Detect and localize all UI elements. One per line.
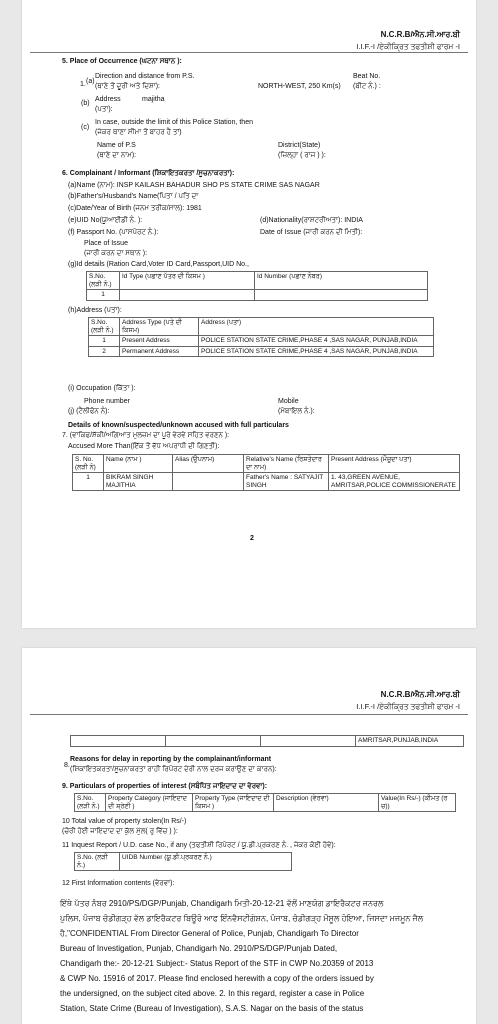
table-cell: 2 — [89, 346, 120, 357]
table-header-cell: Property Category (ਜਾਇਦਾਦ ਦੀ ਸ਼੍ਰੇਣੀ ) — [106, 794, 193, 812]
form-title: I.I.F.-I /ਏਕੀਕ੍ਰਿਤ ਤਫਤੀਸ਼ੀ ਫਾਰਮ -I — [356, 42, 460, 51]
form-title: I.I.F.-I /ਏਕੀਕ੍ਰਿਤ ਤਫਤੀਸ਼ੀ ਫਾਰਮ -I — [356, 702, 460, 711]
id-details-table — [86, 271, 428, 301]
table-row — [89, 346, 434, 357]
table-header-cell: Id Type (ਪਛਾਣ ਪੱਤਰ ਦੀ ਕਿਸਮ ) — [120, 272, 255, 290]
section-12-title: 12 First Information contents (ਵੇਰਵਾ): — [62, 880, 175, 887]
complainant-mobile-label-pa: (ਮੋਬਾਇਲ ਨੰ.): — [278, 408, 315, 415]
document-page-1 — [22, 0, 476, 628]
s5-beat-label-pa: (ਬੀਟ ਨੰ.) : — [353, 83, 381, 90]
header-rule — [30, 52, 468, 53]
s5-a-marker: (a) — [86, 78, 95, 85]
continued-address-table — [70, 735, 464, 747]
ncrb-header: N.C.R.B/ਐਨ.ਸੀ.ਆਰ.ਬੀ — [380, 30, 460, 39]
table-header-row — [75, 853, 292, 871]
id-details-title: (g)Id details (Ration Card,Voter ID Card,Passport,UID No., — [68, 261, 249, 268]
s5-ps-name-label: Name of P.S — [97, 142, 136, 149]
contents-line: Chandigarh the:- 20-12-21 Subject:- Status Report of the STF in CWP No.20359 of 2013 — [60, 959, 374, 968]
table-cell: AMRITSAR,PUNJAB,INDIA — [356, 736, 464, 747]
complainant-date-of-issue: Date of Issue (ਜਾਰੀ ਕਰਨ ਦੀ ਮਿਤੀ): — [260, 229, 363, 236]
accused-table — [72, 454, 460, 491]
property-table — [74, 793, 456, 812]
complainant-passport: (f) Passport No. (ਪਾਸਪੋਰਟ ਨੰ.): — [68, 229, 159, 236]
table-header-row — [87, 272, 428, 290]
table-cell: 1. 43,GREEN AVENUE, AMRITSAR,POLICE COMMISSIONERATE — [329, 473, 460, 491]
s8-num: 8. — [64, 762, 70, 769]
table-header-cell: UIDB Number (ਯੂ.ਡੀ.ਪ੍ਰਕਰਣ ਨੰ.) — [120, 853, 292, 871]
s5-address-label-pa: (ਪਤਾ): — [95, 106, 113, 113]
table-cell — [71, 736, 166, 747]
document-page-2 — [22, 648, 476, 1024]
address-title: (h)Address (ਪਤਾ): — [68, 307, 122, 314]
complainant-place-of-issue: Place of Issue — [84, 240, 128, 247]
table-header-cell: Relative's Name (ਰਿਸ਼ਤੇਦਾਰ ਦਾ ਨਾਮ) — [244, 455, 329, 473]
section-5-title: 5. Place of Occurrence (ਘਟਨਾ ਸਥਾਨ ): — [62, 58, 182, 65]
s5-beat-label: Beat No. — [353, 73, 381, 80]
complainant-occupation: (i) Occupation (ਕਿੱਤਾ ): — [68, 385, 136, 392]
section-10-title-pa: (ਚੋਰੀ ਹੋਈ ਜਾਇਦਾਦ ਦਾ ਕੁੱਲ ਮੁੱਲ( ਰੁ ਵਿੱਚ ) ): — [62, 828, 178, 835]
section-10-title: 10 Total value of property stolen(In Rs/-) — [62, 818, 187, 825]
ncrb-header: N.C.R.B/ਐਨ.ਸੀ.ਆਰ.ਬੀ — [380, 690, 460, 699]
table-header-cell: Address Type (ਪਤੇ ਦੀ ਕਿਸਮ) — [120, 318, 199, 336]
s5-district-label-pa: (ਜ਼ਿਲ੍ਹਾ ( ਰਾਜ ) ): — [278, 152, 326, 159]
table-header-cell: Property Type (ਜਾਇਦਾਦ ਦੀ ਕਿਸਮ ) — [193, 794, 274, 812]
page-number: 2 — [250, 535, 254, 542]
table-row — [89, 336, 434, 347]
complainant-nationality: (d)Nationality(ਰਾਸ਼ਟਰੀਅਤਾ): INDIA — [260, 217, 363, 224]
s5-ps-name-label-pa: (ਥਾਣੇ ਦਾ ਨਾਮ): — [97, 152, 137, 159]
header-rule — [30, 714, 468, 715]
table-header-cell: S.No. (ਲੜੀ ਨੰ.) — [75, 794, 106, 812]
s5-district-label: District(State) — [278, 142, 321, 149]
complainant-mobile-label: Mobile — [278, 398, 299, 405]
table-cell: POLICE STATION STATE CRIME,PHASE 4 ,SAS NAGAR, PUNJAB,INDIA — [199, 336, 434, 347]
contents-line: ਪੁਲਿਸ, ਪੰਜਾਬ ਚੰਡੀਗੜ੍ਹ ਵੱਲ ਡਾਇਰੈਕਟਰ ਬਿਊਰੋ ਆਫ ਇੰਨਵੈਸਟੀਗੇਸ਼ਨ, ਪੰਜਾਬ, ਚੰਡੀਗੜ੍ਹ ਮੌਸੂਲ ਹੋਇਆ, ਜਿਸਦਾ ਮਜਮੂਨ ਜੈਲ — [60, 914, 424, 923]
table-row — [87, 290, 428, 301]
s5-address-value: majitha — [142, 96, 165, 103]
table-cell: POLICE STATION STATE CRIME,PHASE 4 ,SAS NAGAR, PUNJAB,INDIA — [199, 346, 434, 357]
complainant-father: (b)Father's/Husband's Name(ਪਿਤਾ / ਪਤਿ ਦਾ — [68, 193, 199, 200]
table-cell — [261, 736, 356, 747]
address-table — [88, 317, 434, 357]
table-cell: Father's Name : SATYAJIT SINGH — [244, 473, 329, 491]
section-7-title-pa: 7. (ਵਾਕਿਫ/ਸ਼ੱਕੀ/ਅਗਿਆਤ ਮੁਲਜ਼ਮ ਦਾ ਪੂਰੇ ਵੇਰਵੇ ਸਹਿਤ ਵਰਣਨ ): — [62, 432, 230, 439]
table-header-cell: Address (ਪਤਾ) — [199, 318, 434, 336]
s5-b-marker: (b) — [81, 100, 90, 107]
contents-line: the undersigned, on the subject cited above. 2. In this regard, register a case in Police — [60, 989, 365, 998]
table-row — [73, 473, 460, 491]
section-7-title: Details of known/suspected/unknown accused with full particulars — [68, 422, 289, 429]
table-cell: BIKRAM SINGH MAJITHIA — [104, 473, 173, 491]
table-cell — [166, 736, 261, 747]
table-cell — [120, 290, 255, 301]
inquest-table — [74, 852, 292, 871]
table-header-cell: S.No. (ਲੜੀ ਨੰ.) — [87, 272, 120, 290]
table-header-cell: S. No. (ਲੜੀ ਨੰ) — [73, 455, 104, 473]
contents-line: ਹੈ,"CONFIDENTIAL From Director General of Police, Punjab, Chandigarh To Director — [60, 929, 359, 938]
s5-num: 1. — [80, 81, 86, 88]
complainant-phone-label: Phone number — [84, 398, 130, 405]
complainant-phone-label-pa: (j) (ਟੈਲੀਫੋਨ ਨੰ): — [68, 408, 110, 415]
section-8-title-pa: (ਸ਼ਿਕਾਇਤਕਰਤਾ/ਸੂਚਨਾਕਰਤਾ ਰਾਹੀਂ ਰਿਪੋਰਟ ਦੇਰੀ ਨਾਲ ਦਰਜ ਕਰਾਉਣ ਦਾ ਕਾਰਨ): — [70, 766, 277, 773]
table-header-cell: Present Address (ਮੌਜੂਦਾ ਪਤਾ) — [329, 455, 460, 473]
table-cell: Present Address — [120, 336, 199, 347]
table-cell: 1 — [89, 336, 120, 347]
s5-direction-label-pa: (ਥਾਣੇ ਤੋਂ ਦੂਰੀ ਅਤੇ ਦਿਸ਼ਾ): — [95, 83, 160, 90]
table-cell: 1 — [87, 290, 120, 301]
section-8-title: Reasons for delay in reporting by the complainant/informant — [70, 756, 272, 763]
first-information-contents — [60, 896, 460, 1016]
s5-outside-label: In case, outside the limit of this Police Station, then — [95, 119, 253, 126]
table-header-cell: Id Number (ਪਛਾਣ ਨੰਬਰ) — [255, 272, 428, 290]
s5-direction-value: NORTH-WEST, 250 Km(s) — [258, 83, 341, 90]
table-header-cell: Value(In Rs/-) (ਕੀਮਤ (ਰ ਚ)) — [379, 794, 456, 812]
table-header-cell: Name (ਨਾਮ ) — [104, 455, 173, 473]
section-9-title: 9. Particulars of properties of interest (ਸਬੰਧਿਤ ਜਾਇਦਾਦ ਦਾ ਵੇਰਵਾ): — [62, 783, 268, 790]
table-header-cell: S.No. (ਲੜੀ ਨੰ.) — [75, 853, 120, 871]
table-header-cell: Description (ਵੇਰਵਾ) — [274, 794, 379, 812]
complainant-dob: (c)Date/Year of Birth (ਜਨਮ ਤਰੀਕ/ਸਾਲ): 1981 — [68, 205, 202, 212]
contents-line: & CWP No. 15916 of 2017. Please find enclosed herewith a copy of the orders issued by — [60, 974, 374, 983]
complainant-name: (a)Name (ਨਾਮ): INSP KAILASH BAHADUR SHO PS STATE CRIME SAS NAGAR — [68, 182, 320, 189]
table-header-cell: Alias (ਉਪਨਾਮ) — [173, 455, 244, 473]
section-6-title: 6. Complainant / Informant (ਸ਼ਿਕਾਇਤਕਰਤਾ /ਸੂਚਨਾਕਰਤਾ): — [62, 170, 235, 177]
s5-outside-label-pa: (ਜੇਕਰ ਥਾਣਾ ਸੀਮਾ ਤੋਂ ਬਾਹਰ ਹੈ ਤਾਂ) — [95, 129, 182, 136]
complainant-uid: (e)UID No(ਯੂਆਈਡੀ ਨੰ. ): — [68, 217, 143, 224]
s5-address-label: Address — [95, 96, 121, 103]
s5-direction-label: Direction and distance from P.S. — [95, 73, 195, 80]
table-cell — [255, 290, 428, 301]
section-11-title: 11 Inquest Report / U.D. case No., if any (ਤਫਤੀਸ਼ੀ ਰਿਪੋਰਟ / ਯੂ.ਡੀ.ਪ੍ਰਕਰਣ ਨੰ. , ਜੇਕਰ ਕੋਈ ਹੋਵੇ): — [62, 842, 336, 849]
accused-more-than: Accused More Than(ਇੱਕ ਤੋਂ ਵੱਧ ਅਪਰਾਧੀ ਦੀ ਗਿਣਤੀ): — [68, 443, 220, 450]
table-header-row — [75, 794, 456, 812]
contents-line: Bureau of Investigation, Punjab, Chandigarh No. 2910/PS/DGP/Punjab Dated, — [60, 944, 338, 953]
complainant-place-of-issue-pa: (ਜਾਰੀ ਕਰਨ ਦਾ ਸਥਾਨ ): — [84, 250, 148, 257]
contents-line: Station, State Crime (Bureau of Investigation), S.A.S. Nagar on the basis of the status — [60, 1004, 364, 1013]
s5-c-marker: (c) — [81, 124, 90, 131]
table-header-row — [89, 318, 434, 336]
table-header-row — [73, 455, 460, 473]
table-header-cell: S.No. (ਲੜੀ ਨੰ.) — [89, 318, 120, 336]
table-cell: Permanent Address — [120, 346, 199, 357]
table-row — [71, 736, 464, 747]
table-cell — [173, 473, 244, 491]
contents-line: ਇੱਥੇ ਪੱਤਰ ਨੰਬਰ 2910/PS/DGP/Punjab, Chandigarh ਮਿਤੀ-20-12-21 ਵੱਲੋਂ ਮਾਣਯੋਗ ਡਾਇਰੈਕਟਰ ਜਨਰਲ — [60, 899, 384, 908]
table-cell: 1 — [73, 473, 104, 491]
